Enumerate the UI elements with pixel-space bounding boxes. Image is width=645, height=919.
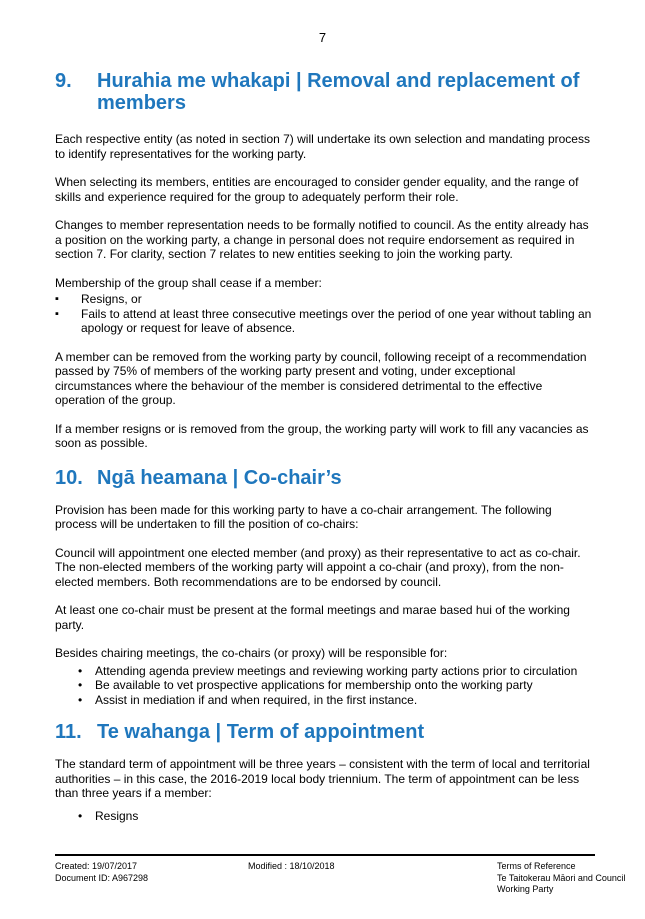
list-item: • Assist in mediation if and when required, in the first instance.: [78, 693, 595, 708]
footer-created: Created: 19/07/2017: [55, 861, 138, 871]
footer-terms-line-3: Working Party: [497, 884, 554, 894]
section-10-number: 10.: [55, 466, 83, 489]
list-item: ▪ Resigns, or: [55, 292, 595, 307]
section-10-heading: [55, 467, 595, 489]
list-item: • Attending agenda preview meetings and reviewing working party actions prior to circulation: [78, 664, 595, 679]
section-10-para-1: Provision has been made for this working party to have a co-chair arrangement. The following process will be undertaken to fill the position of co-chairs:: [55, 502, 552, 531]
section-9-para-2: When selecting its members, entities are encouraged to consider gender equality, and the range of skills and experience required for the group to adequately perform their role.: [55, 175, 579, 204]
footer-terms-line-1: Terms of Reference: [497, 861, 576, 871]
footer-terms-line-2: Te Taitokerau Māori and Council: [497, 872, 626, 883]
section-9-number: 9.: [55, 70, 72, 92]
section-9-title: Hurahia me whakapi | Removal and replacement of members: [97, 70, 580, 114]
list-item: • Resigns: [78, 809, 595, 824]
section-10-bullet-list: [55, 664, 595, 708]
section-10-para-2: Council will appointment one elected member (and proxy) as their representative to act as co-chair. The non-elected members of the working party will appoint a co-chair (and proxy), from the non-elected members. Both recommendations are to be endorsed by council.: [55, 545, 581, 589]
section-9-para-4: Membership of the group shall cease if a member:: [55, 275, 322, 290]
section-9-para-6: If a member resigns or is removed from the group, the working party will work to fill any vacancies as soon as possible.: [55, 421, 589, 450]
section-11-number: 11.: [55, 721, 82, 743]
section-10-para-3: At least one co-chair must be present at the formal meetings and marae based hui of the working party.: [55, 603, 570, 632]
list-item: ▪ Fails to attend at least three consecutive meetings over the period of one year without tabling an apology or request for leave of absence.: [55, 307, 595, 336]
section-9-bullet-list: [55, 292, 595, 336]
footer-modified: Modified : 18/10/2018: [248, 861, 335, 871]
footer-middle: [248, 861, 335, 873]
page-number: 7: [318, 30, 327, 45]
footer-left: [55, 861, 148, 884]
section-9-para-3: Changes to member representation needs to be formally notified to council. As the entity already has a position on the working party, a change in personal does not require endorsement as required in section 7. For clarity, section 7 relates to new entities seeking to join the working party.: [55, 218, 589, 261]
section-9-heading: [55, 70, 595, 114]
section-11-heading: [55, 721, 595, 743]
footer-divider: [55, 854, 595, 856]
list-item: • Be available to vet prospective applications for membership onto the working party: [78, 678, 595, 693]
document-body: [55, 70, 595, 823]
section-9-para-1: Each respective entity (as noted in section 7) will undertake its own selection and mandating process to identify representatives for the working party.: [55, 132, 590, 161]
footer-right: [497, 861, 625, 896]
section-11-bullet-list: [55, 809, 595, 824]
footer-document-id: Document ID: A967298: [55, 872, 149, 883]
section-11-title: Te wahanga | Term of appointment: [97, 721, 425, 743]
section-10-para-4: Besides chairing meetings, the co-chairs (or proxy) will be responsible for:: [55, 646, 448, 660]
section-9-para-5: A member can be removed from the working party by council, following receipt of a recommendation passed by 75% of members of the working party present and voting, under exceptional circumstances where the behaviour of the member is considered detrimental to the effective operation of the group.: [55, 349, 587, 407]
section-10-title: Ngā heamana | Co-chair’s: [97, 466, 342, 489]
section-11-para-1: The standard term of appointment will be three years – consistent with the term of local and territorial authorities – in this case, the 2016-2019 local body triennium. The term of appointment can be less than three years if a member:: [55, 757, 590, 800]
